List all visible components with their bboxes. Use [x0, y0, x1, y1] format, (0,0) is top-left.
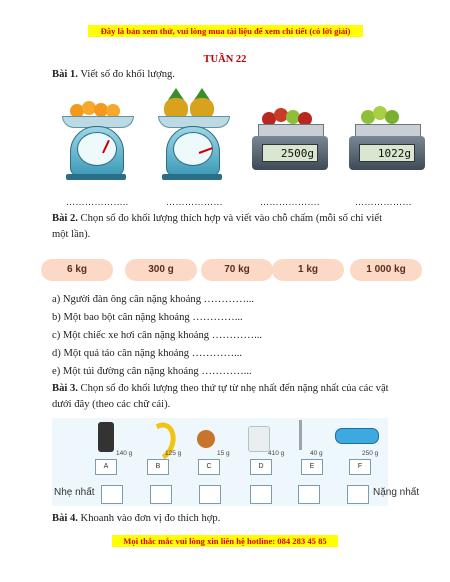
- weight-tag: 6 kg: [41, 259, 113, 281]
- exercise-label: Bài 3.: [52, 383, 78, 394]
- order-answer-box[interactable]: [298, 485, 320, 504]
- weight-label: 410 g: [268, 450, 285, 457]
- exercise-text: Viết số đo khối lượng.: [77, 69, 175, 80]
- item-letter: E: [301, 459, 323, 475]
- question-line: d) Một quả táo cân nặng khoảng …………...: [52, 348, 243, 359]
- weight-label: 140 g: [116, 450, 133, 457]
- order-answer-box[interactable]: [250, 485, 272, 504]
- scale-apples-digital: [252, 88, 332, 188]
- scale-oranges: [62, 88, 142, 188]
- item-letter: A: [95, 459, 117, 475]
- soap-dish-icon: [335, 428, 379, 444]
- heaviest-label: Nặng nhất: [373, 487, 420, 498]
- question-line: b) Một bao bột cân nặng khoảng …………...: [52, 312, 243, 323]
- order-answer-box[interactable]: [199, 485, 221, 504]
- weight-tag: 1 000 kg: [350, 259, 422, 281]
- item-letter: D: [250, 459, 272, 475]
- weight-label: 125 g: [165, 450, 182, 457]
- question-line: c) Một chiếc xe hơi cân nặng khoảng …………...: [52, 330, 263, 341]
- question-line: e) Một túi đường cân nặng khoảng …………...: [52, 366, 252, 377]
- answer-blank[interactable]: ………………: [166, 197, 223, 207]
- weight-label: 15 g: [217, 450, 230, 457]
- scale-display: 2500g: [262, 144, 318, 162]
- page-title: TUẦN 22: [203, 54, 247, 65]
- preview-banner: Đây là bản xem thử, vui lòng mua tài liệu để xem chi tiết (có lời giải): [88, 25, 363, 37]
- cookie-icon: [197, 430, 215, 448]
- order-answer-box[interactable]: [347, 485, 369, 504]
- weight-tag: 300 g: [125, 259, 197, 281]
- weight-tag: 1 kg: [272, 259, 344, 281]
- exercise-label: Bài 4.: [52, 513, 78, 524]
- weight-label: 250 g: [362, 450, 379, 457]
- exercise-text: Khoanh vào đơn vị đo thích hợp.: [77, 513, 221, 524]
- scale-greens-digital: [349, 88, 429, 188]
- glass-icon: [248, 426, 270, 452]
- phone-icon: [98, 422, 114, 452]
- item-letter: F: [349, 459, 371, 475]
- hotline-banner: Mọi thắc mắc vui lòng xin liên hệ hotline: 084 283 45 85: [112, 535, 338, 547]
- exercise-label: Bài 2.: [52, 213, 78, 224]
- exercise-3-heading: [52, 381, 392, 413]
- exercise-text: Chọn số đo khối lượng thích hợp và viết vào chỗ chấm (mỗi số chỉ viết một lần).: [52, 213, 383, 240]
- item-letter: C: [198, 459, 220, 475]
- scale-display: 1022g: [359, 144, 415, 162]
- exercise-label: Bài 1.: [52, 69, 78, 80]
- exercise-4-heading: [52, 511, 220, 527]
- weight-tag: 70 kg: [201, 259, 273, 281]
- exercise-1-heading: [52, 67, 175, 83]
- exercise-text: Chọn số đo khối lượng theo thứ tự từ nhẹ nhất đến nặng nhất của các vật dưới đây (theo các chữ cái).: [52, 383, 389, 410]
- answer-blank[interactable]: ………………..: [66, 197, 129, 207]
- lightest-label: Nhẹ nhất: [54, 487, 95, 498]
- exercise-2-heading: [52, 211, 392, 243]
- fork-icon: [299, 420, 302, 450]
- order-answer-box[interactable]: [150, 485, 172, 504]
- weight-label: 40 g: [310, 450, 323, 457]
- item-letter: B: [147, 459, 169, 475]
- answer-blank[interactable]: ……………….: [260, 197, 320, 207]
- answer-blank[interactable]: ………………: [355, 197, 412, 207]
- order-answer-box[interactable]: [101, 485, 123, 504]
- scale-pineapples: [158, 88, 238, 188]
- question-line: a) Người đàn ông cân nặng khoảng …………...: [52, 294, 254, 305]
